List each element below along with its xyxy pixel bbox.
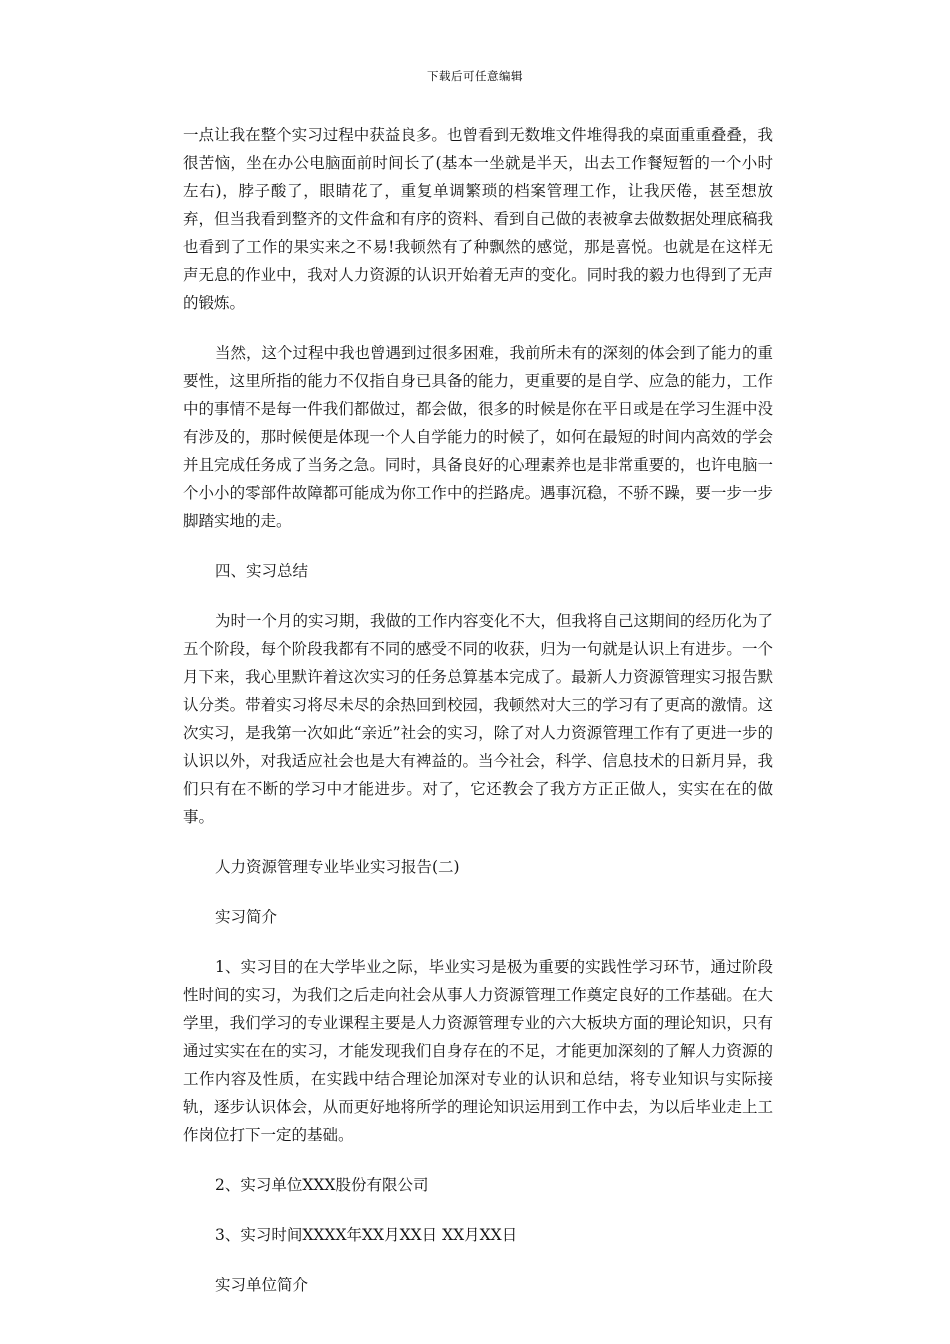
paragraph-company: 2、实习单位XXX股份有限公司	[215, 1176, 429, 1194]
section-heading-company-intro: 实习单位简介	[215, 1276, 309, 1294]
paragraph-internship-gains: 一点让我在整个实习过程中获益良多。也曾看到无数堆文件堆得我的桌面重重叠叠，我很苦恼，坐在办公电脑面前时间长了(基本一坐就是半天，出去工作餐短暂的一个小时左右)，脖子酸了，眼睛花了，重复单调繁琐的档案管理工作，让我厌倦，甚至想放弃，但当我看到整齐的文件盒和有序的资料、看到自己做的表被拿去做数据处理底稿我也看到了工作的果实来之不易!我顿然有了种飘然的感觉，那是喜悦。也就是在这样无声无息的作业中，我对人力资源的认识开始着无声的变化。同时我的毅力也得到了无声的锻炼。	[183, 126, 773, 312]
paragraph-summary: 为时一个月的实习期，我做的工作内容变化不大，但我将自己这期间的经历化为了五个阶段，每个阶段我都有不同的感受不同的收获，归为一句就是认识上有进步。一个月下来，我心里默许着这次实习的任务总算基本完成了。最新人力资源管理实习报告默认分类。带着实习将尽未尽的余热回到校园，我顿然对大三的学习有了更高的激情。这次实习，是我第一次如此“亲近”社会的实习，除了对人力资源管理工作有了更进一步的认识以外，对我适应社会也是大有裨益的。当今社会，科学、信息技术的日新月异，我们只有在不断的学习中才能进步。对了，它还教会了我方方正正做人，实实在在的做事。	[183, 612, 774, 826]
paragraph-purpose: 1、实习目的在大学毕业之际，毕业实习是极为重要的实践性学习环节，通过阶段性时间的实习，为我们之后走向社会从事人力资源管理工作奠定良好的工作基础。在大学里，我们学习的专业课程主要是人力资源管理专业的六大板块方面的理论知识，只有通过实实在在的实习，才能发现我们自身存在的不足，才能更加深刻的了解人力资源的工作内容及性质，在实践中结合理论加深对专业的认识和总结，将专业知识与实际接轨，逐步认识体会，从而更好地将所学的理论知识运用到工作中去，为以后毕业走上工作岗位打下一定的基础。	[183, 958, 773, 1144]
report-title-two: 人力资源管理专业毕业实习报告(二)	[215, 858, 460, 876]
section-heading-intro: 实习简介	[215, 908, 278, 926]
section-heading-summary: 四、实习总结	[215, 562, 309, 580]
header-note: 下载后可任意编辑	[427, 69, 523, 83]
paragraph-time: 3、实习时间XXXX年XX月XX日 XX月XX日	[215, 1226, 518, 1244]
paragraph-difficulties: 当然，这个过程中我也曾遇到过很多困难，我前所未有的深刻的体会到了能力的重要性，这里所指的能力不仅指自身已具备的能力，更重要的是自学、应急的能力，工作中的事情不是每一件我们都做过，都会做，很多的时候是你在平日或是在学习生涯中没有涉及的，那时候便是体现一个人自学能力的时候了，如何在最短的时间内高效的学会并且完成任务成了当务之急。同时，具备良好的心理素养也是非常重要的，也许电脑一个小小的零部件故障都可能成为你工作中的拦路虎。遇事沉稳，不骄不躁，要一步一步脚踏实地的走。	[183, 344, 774, 530]
document-body	[183, 121, 773, 1321]
